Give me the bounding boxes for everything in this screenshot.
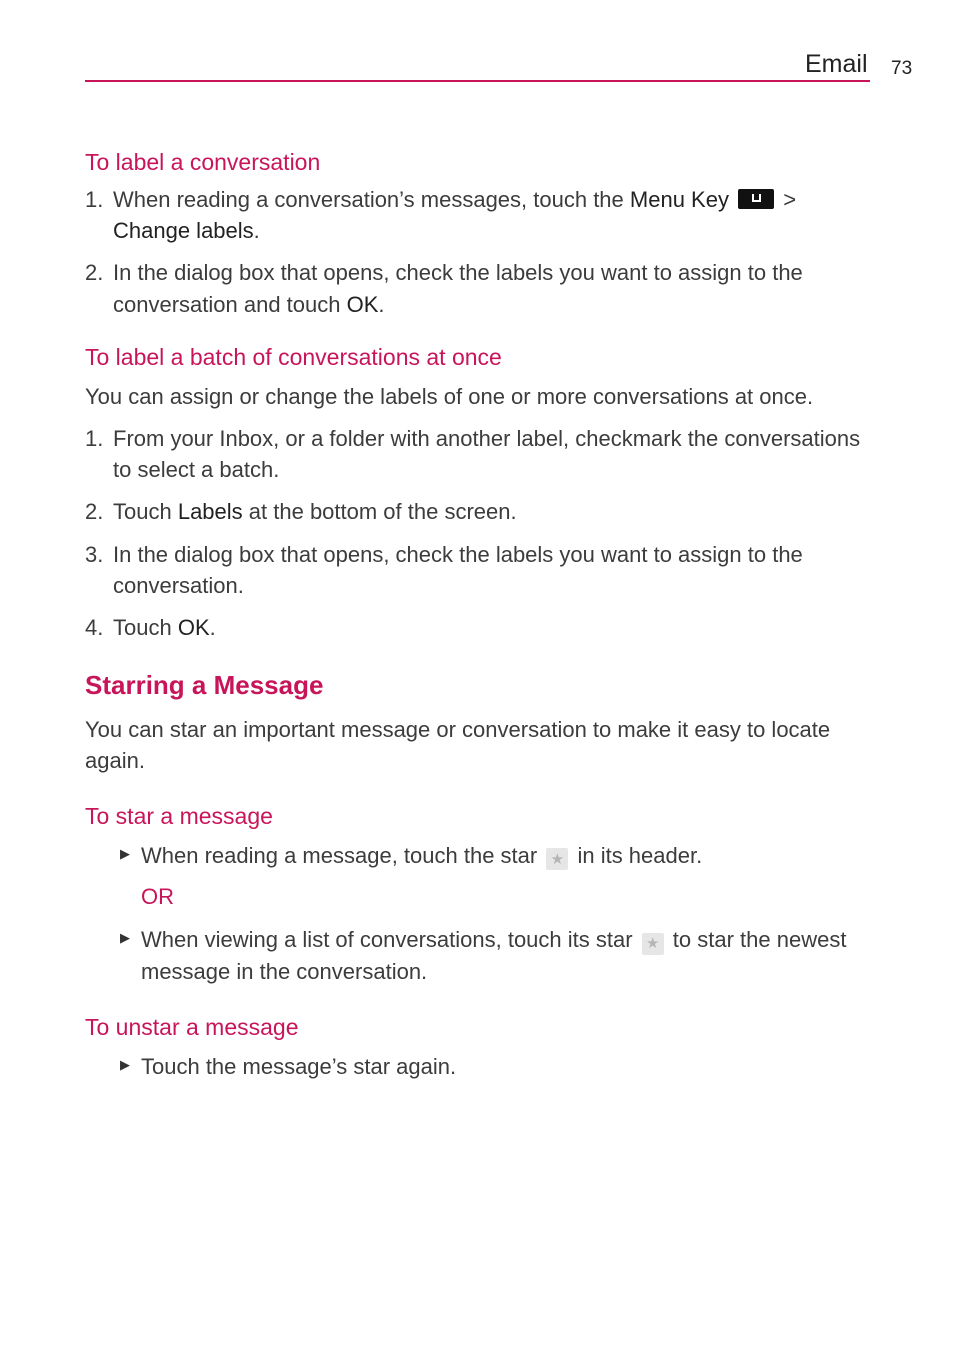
list-item <box>85 496 870 527</box>
label-batch-steps <box>85 423 870 643</box>
step-number: 2. <box>85 499 104 525</box>
step-text <box>113 612 216 643</box>
step-number: 2. <box>85 260 104 286</box>
labels-term: Labels <box>177 499 243 525</box>
step-text <box>113 496 517 527</box>
step-text-part: at the bottom of the screen. <box>242 499 517 525</box>
list-item <box>120 924 870 986</box>
or-separator: OR <box>141 883 174 909</box>
step-text <box>113 257 870 319</box>
unstar-message-bullets <box>85 1051 870 1082</box>
star-message-heading: To star a message <box>85 802 273 829</box>
list-item <box>85 612 870 643</box>
bullet-text: Touch the message’s star again. <box>141 1053 457 1079</box>
step-text: In the dialog box that opens, check the labels you want to assign to the conversation. <box>113 541 803 598</box>
bullet-text-part: in its header. <box>571 842 703 868</box>
label-conversation-heading: To label a conversation <box>85 149 321 175</box>
step-number: 1. <box>85 186 104 212</box>
step-text-part: When reading a conversation’s messages, touch the <box>113 186 630 212</box>
starring-section-heading: Starring a Message <box>85 670 324 701</box>
step-text-part: > <box>777 186 797 212</box>
page-number: 73 <box>891 58 913 79</box>
step-number: 4. <box>85 615 104 641</box>
star-message-bullets <box>85 840 870 871</box>
bullet-text <box>141 924 870 986</box>
triangle-bullet-icon: ▶ <box>120 845 130 861</box>
list-item <box>120 840 870 871</box>
triangle-bullet-icon: ▶ <box>120 1056 130 1072</box>
section-title: Email <box>805 50 868 78</box>
list-item <box>85 257 870 319</box>
step-text-part: . <box>253 218 260 244</box>
list-item <box>85 423 870 485</box>
change-labels-term: Change labels <box>113 218 254 244</box>
triangle-bullet-icon: ▶ <box>120 930 130 946</box>
step-text-part: Touch <box>113 499 178 525</box>
step-number: 1. <box>85 425 104 451</box>
ok-term: OK <box>177 615 210 641</box>
step-text-part: In the dialog box that opens, check the labels you want to assign to the conversation and touch <box>113 260 803 317</box>
star-icon: ★ <box>642 933 664 955</box>
list-item <box>85 539 870 601</box>
step-text-part: Touch <box>113 615 178 641</box>
step-text <box>113 184 870 246</box>
step-number: 3. <box>85 541 104 567</box>
star-list-bullets <box>85 924 870 986</box>
starring-intro: You can star an important message or conversation to make it easy to locate again. <box>85 717 831 774</box>
label-batch-heading: To label a batch of conversations at once <box>85 343 502 370</box>
bullet-text <box>141 840 702 871</box>
bullet-text-part: to star the newest message in the conversation. <box>141 927 847 984</box>
step-text-part: . <box>209 615 216 641</box>
unstar-message-heading: To unstar a message <box>85 1013 299 1040</box>
page-content <box>85 148 870 1082</box>
menu-key-icon <box>738 189 774 209</box>
menu-key-term: Menu Key <box>629 186 729 212</box>
step-text: From your Inbox, or a folder with another label, checkmark the conversations to select a batch. <box>113 425 861 483</box>
star-icon: ★ <box>546 848 568 870</box>
list-item <box>120 1051 870 1082</box>
header-divider <box>85 80 870 82</box>
bullet-text-part: When viewing a list of conversations, touch its star <box>141 927 639 953</box>
label-conversation-steps <box>85 184 870 320</box>
label-batch-intro: You can assign or change the labels of one or more conversations at once. <box>85 383 814 409</box>
ok-term: OK <box>346 291 379 317</box>
step-text-part: . <box>378 291 385 317</box>
bullet-text-part: When reading a message, touch the star <box>141 842 544 868</box>
list-item <box>85 184 870 246</box>
